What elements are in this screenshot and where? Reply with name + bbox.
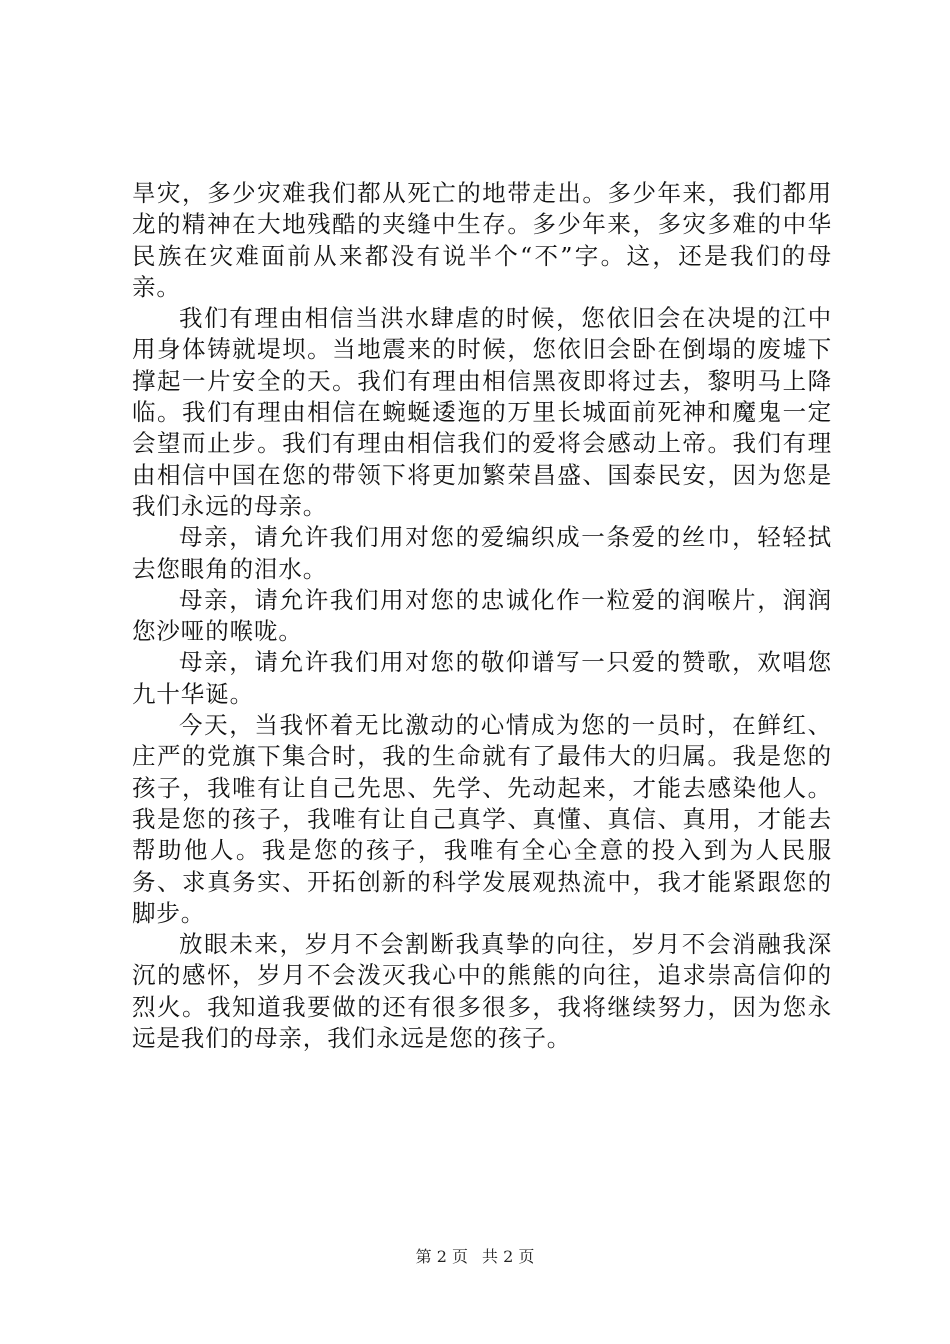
paragraph-7: 放眼未来，岁月不会割断我真挚的向往，岁月不会消融我深沉的感怀，岁月不会泼灭我心中的熊熊的向往，追求崇高信仰的烈火。我知道我要做的还有很多很多，我将继续努力，因为您永远是我们的母亲，我们永远是您的孩子。 xyxy=(132,930,832,1053)
paragraph-3: 母亲，请允许我们用对您的爱编织成一条爱的丝巾，轻轻拭去您眼角的泪水。 xyxy=(132,523,832,583)
paragraph-4: 母亲，请允许我们用对您的忠诚化作一粒爱的润喉片，润润您沙哑的喉咙。 xyxy=(132,585,832,646)
page-footer xyxy=(0,1244,950,1267)
page-total: 共 2 页 xyxy=(482,1247,535,1266)
paragraph-1: 旱灾，多少灾难我们都从死亡的地带走出。多少年来，我们都用龙的精神在大地残酷的夹缝中生存。多少年来，多灾多难的中华民族在灾难面前从来都没有说半个“不”字。这，还是我们的母亲。 xyxy=(132,179,832,301)
paragraph-2: 我们有理由相信当洪水肆虐的时候，您依旧会在决堤的江中用身体铸就堤坝。当地震来的时候，您依旧会卧在倒塌的废墟下撑起一片安全的天。我们有理由相信黑夜即将过去，黎明马上降临。我们有理由相信在蜿蜒逶迤的万里长城面前死神和魔鬼一定会望而止步。我们有理由相信我们的爱将会感动上帝。我们有理由相信中国在您的带领下将更加繁荣昌盛、国泰民安，因为您是我们永远的母亲。 xyxy=(132,304,832,520)
paragraph-6: 今天，当我怀着无比激动的心情成为您的一员时，在鲜红、庄严的党旗下集合时，我的生命就有了最伟大的归属。我是您的孩子，我唯有让自己先思、先学、先动起来，才能去感染他人。我是您的孩子，我唯有让自己真学、真懂、真信、真用，才能去帮助他人。我是您的孩子，我唯有全心全意的投入到为人民服务、求真务实、开拓创新的科学发展观热流中，我才能紧跟您的脚步。 xyxy=(132,711,832,927)
page-number: 第 2 页 xyxy=(415,1247,468,1266)
paragraph-5: 母亲，请允许我们用对您的敬仰谱写一只爱的赞歌，欢唱您九十华诞。 xyxy=(132,648,832,708)
document-body xyxy=(132,178,832,1054)
